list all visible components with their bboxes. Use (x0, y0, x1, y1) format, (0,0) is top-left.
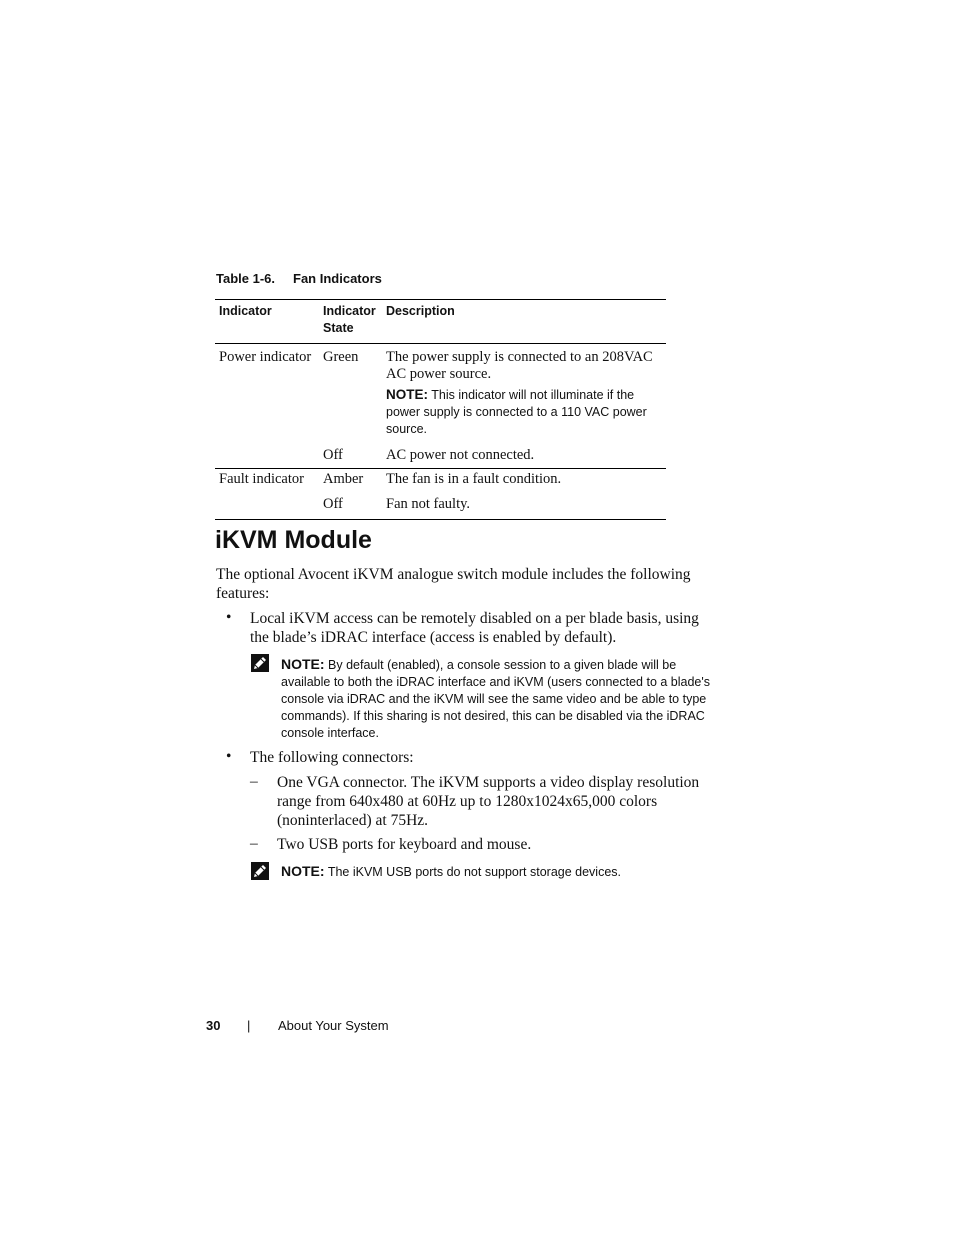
dash-marker: – (250, 773, 258, 790)
table-header-row (215, 300, 666, 344)
note-text: By default (enabled), a console session to a given blade will be available to both the iDRAC interface and iKVM (users connected to a blade's console via iDRAC and the iKVM will see the same video and be able to type commands). If this sharing is not desired, this can be disabled via the iDRAC console interface. (281, 658, 711, 740)
table-row (215, 469, 666, 493)
column-header: Indicator (219, 304, 272, 318)
note-pencil-icon (251, 654, 269, 672)
note-label: NOTE: (386, 387, 428, 402)
description-cell: AC power not connected. (386, 447, 535, 463)
note-text: This indicator will not illuminate if the power supply is connected to a 110 VAC power source. (386, 388, 647, 436)
bullet-item: Local iKVM access can be remotely disabled on a per blade basis, using the blade’s iDRAC interface (access is enabled by default). (250, 610, 699, 646)
footer-section-name: About Your System (278, 1018, 389, 1033)
note-box (281, 863, 717, 881)
description-cell: The fan is in a fault condition. (386, 471, 562, 487)
note-label: NOTE: (281, 863, 325, 879)
sub-bullet-item: Two USB ports for keyboard and mouse. (277, 836, 532, 853)
indicator-cell: Fault indicator (219, 471, 304, 487)
table-note (386, 386, 662, 438)
table-row (215, 492, 666, 520)
state-cell: Off (323, 496, 343, 512)
fan-indicators-table (215, 299, 666, 520)
note-text: The iKVM USB ports do not support storage devices. (327, 865, 622, 879)
state-cell: Amber (323, 471, 364, 487)
description-cell (382, 344, 666, 443)
intro-paragraph: The optional Avocent iKVM analogue switch module includes the following features: (216, 566, 691, 602)
section-title: iKVM Module (215, 526, 372, 554)
column-header: Indicator State (323, 304, 376, 335)
note-pencil-icon (251, 862, 269, 880)
bullet-item: The following connectors: (250, 749, 414, 766)
dash-marker: – (250, 835, 258, 852)
note-label: NOTE: (281, 656, 325, 672)
state-cell: Off (323, 447, 343, 463)
description-cell: Fan not faulty. (386, 496, 471, 512)
bullet-marker: • (226, 609, 232, 626)
sub-bullet-item: One VGA connector. The iKVM supports a video display resolution range from 640x480 at 60Hz up to 1280x1024x65,000 colors (noninterlaced) at 75Hz. (277, 774, 700, 829)
note-box (281, 656, 717, 742)
indicator-cell: Power indicator (219, 349, 312, 365)
indicator-cell (215, 492, 319, 520)
table-row (215, 344, 666, 443)
table-caption-title: Fan Indicators (293, 271, 382, 286)
table-row (215, 442, 666, 469)
indicator-cell (215, 442, 319, 469)
page-number: 30 (206, 1018, 221, 1033)
state-cell: Green (323, 349, 359, 365)
footer-separator: | (247, 1018, 251, 1033)
bullet-marker: • (226, 748, 232, 765)
description-text: The power supply is connected to an 208VAC AC power source. (386, 349, 653, 382)
column-header: Description (386, 304, 455, 318)
table-caption (216, 271, 382, 286)
table-caption-number: Table 1-6. (216, 271, 276, 286)
